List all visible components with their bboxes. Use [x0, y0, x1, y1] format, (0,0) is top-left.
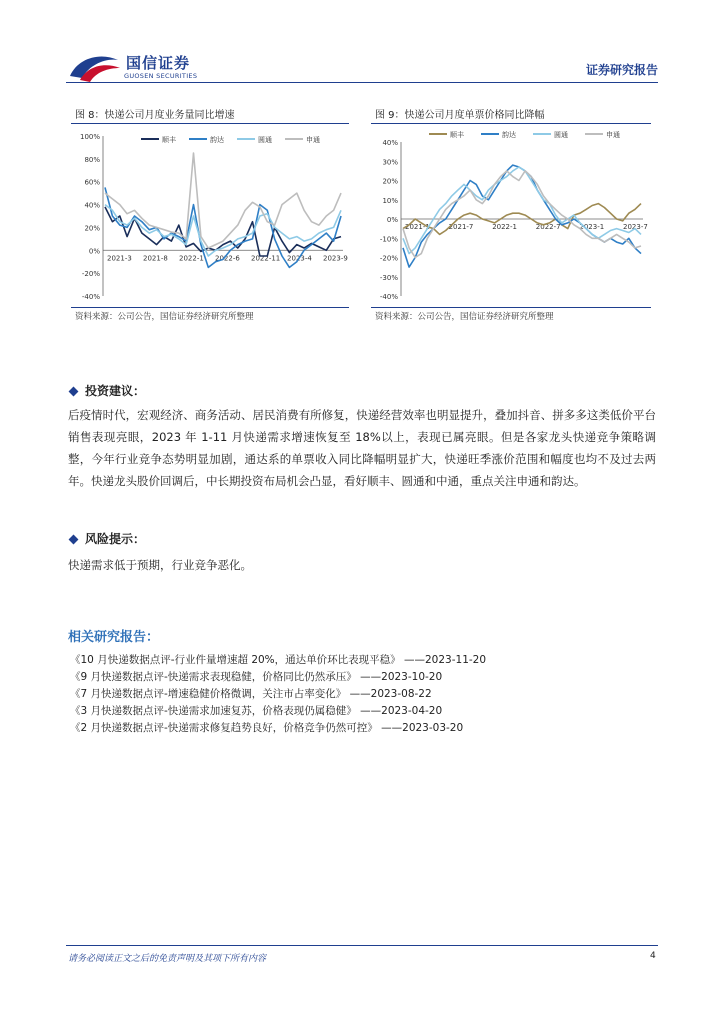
y-tick-label: 0%	[386, 216, 398, 224]
x-tick-label: 2021-7	[448, 223, 474, 231]
risk-body: 快递需求低于预期，行业竞争恶化。	[68, 558, 252, 572]
related-report-item[interactable]: 《9 月快递数据点评-快递需求表现稳健，价格同比仍然承压》 ——2023-10-20	[70, 671, 443, 683]
figure-9-title: 图 9：快递公司月度单票价格同比降幅	[375, 110, 545, 121]
y-tick-label: -40%	[379, 293, 398, 301]
y-tick-label: 100%	[79, 133, 100, 141]
x-tick-label: 2021-3	[107, 254, 132, 263]
x-tick-label: 2023-4	[287, 254, 312, 263]
y-tick-label: -40%	[81, 293, 100, 301]
y-tick-label: 60%	[84, 178, 100, 187]
x-tick-label: 2023-7	[623, 223, 648, 231]
investment-heading-text: 投资建议：	[85, 384, 146, 398]
page-header	[66, 50, 658, 90]
y-tick-label: 30%	[382, 158, 398, 167]
x-tick-label: 2022-7	[535, 223, 561, 231]
related-report-item[interactable]: 《2 月快递数据点评-快递需求修复趋势良好，价格竞争仍然可控》 ——2023-03-20	[70, 722, 464, 734]
legend-label: 申通	[306, 136, 320, 144]
figure-9-title-rule	[371, 123, 651, 124]
header-divider	[66, 82, 658, 83]
x-tick-label: 2022-1	[179, 254, 204, 263]
figure-8-title-rule	[71, 123, 349, 124]
figure-8-chart	[71, 126, 349, 306]
investment-heading	[68, 382, 145, 399]
y-tick-label: 20%	[84, 224, 100, 233]
y-tick-label: 20%	[382, 177, 398, 186]
figure-8-source-rule	[71, 307, 349, 308]
legend-label: 顺丰	[162, 136, 176, 144]
figure-9-source: 资料来源：公司公告，国信证券经济研究所整理	[375, 312, 554, 322]
y-tick-label: -20%	[81, 270, 100, 279]
related-reports-list	[70, 652, 486, 737]
figure-8-title: 图 8：快递公司月度业务量同比增速	[75, 110, 235, 121]
figure-9-chart	[371, 126, 651, 306]
legend-label: 韵达	[502, 131, 516, 139]
x-tick-label: 2022-1	[492, 223, 517, 231]
y-tick-label: 80%	[84, 155, 100, 164]
logo-english-name: GUOSEN SECURITIES	[124, 72, 198, 80]
x-tick-label: 2021-1	[405, 223, 430, 231]
footer-divider	[66, 945, 658, 946]
diamond-bullet-icon	[69, 534, 79, 544]
legend-label: 圆通	[258, 136, 272, 144]
series-line-韵达	[403, 165, 641, 267]
y-tick-label: 10%	[382, 196, 398, 205]
legend-label: 顺丰	[450, 131, 464, 139]
related-reports-heading: 相关研究报告：	[68, 630, 160, 645]
y-tick-label: -10%	[379, 235, 398, 244]
x-tick-label: 2022-11	[251, 254, 281, 263]
figure-9	[371, 102, 651, 314]
figure-8	[71, 102, 349, 314]
y-tick-label: 40%	[84, 201, 100, 210]
y-tick-label: 40%	[382, 139, 398, 147]
y-tick-label: -20%	[379, 254, 398, 263]
report-type-label: 证券研究报告	[585, 63, 658, 77]
legend-label: 圆通	[554, 131, 568, 139]
page-number: 4	[650, 951, 656, 961]
x-tick-label: 2021-8	[143, 254, 168, 263]
diamond-bullet-icon	[69, 386, 79, 396]
y-tick-label: -30%	[379, 273, 398, 282]
x-tick-label: 2022-6	[215, 254, 240, 263]
legend-label: 申通	[606, 131, 620, 139]
related-report-item[interactable]: 《3 月快递数据点评-快递需求加速复苏，价格表现仍属稳健》 ——2023-04-20	[70, 705, 443, 717]
legend-label: 韵达	[210, 136, 224, 144]
x-tick-label: 2023-1	[579, 223, 605, 231]
series-line-申通	[105, 153, 341, 248]
figure-9-source-rule	[371, 307, 651, 308]
investment-body: 后疫情时代，宏观经济、商务活动、居民消费有所修复，快递经营效率也明显提升，叠加抖音、拼多多这类低价平台销售表现亮眼，2023 年 1-11 月快递需求增速恢复至 18%以上，表现已属亮眼。但是各家龙头快递竞争策略调整，今年行业竞争态势明显加剧，通达系的单票收入同比降幅明显扩大，快递旺季涨价范围和幅度也均不及过去两年。快递龙头股价回调后，中长期投资布局机会凸显，看好顺丰、圆通和中通，重点关注申通和韵达。	[68, 408, 656, 488]
x-tick-label: 2023-9	[323, 254, 348, 263]
logo-chinese-name: 国信证券	[126, 54, 191, 72]
footer-disclaimer: 请务必阅读正文之后的免责声明及其项下所有内容	[68, 954, 267, 964]
y-tick-label: 0%	[88, 247, 100, 256]
related-report-item[interactable]: 《7 月快递数据点评-增速稳健价格微调，关注市占率变化》 ——2023-08-22	[70, 688, 432, 700]
risk-heading-text: 风险提示：	[85, 532, 146, 546]
risk-heading	[68, 530, 145, 547]
figure-8-source: 资料来源：公司公告，国信证券经济研究所整理	[75, 312, 254, 322]
related-report-item[interactable]: 《10 月快递数据点评-行业件量增速超 20%，通达单价环比表现平稳》 ——2023-11-20	[70, 654, 487, 666]
